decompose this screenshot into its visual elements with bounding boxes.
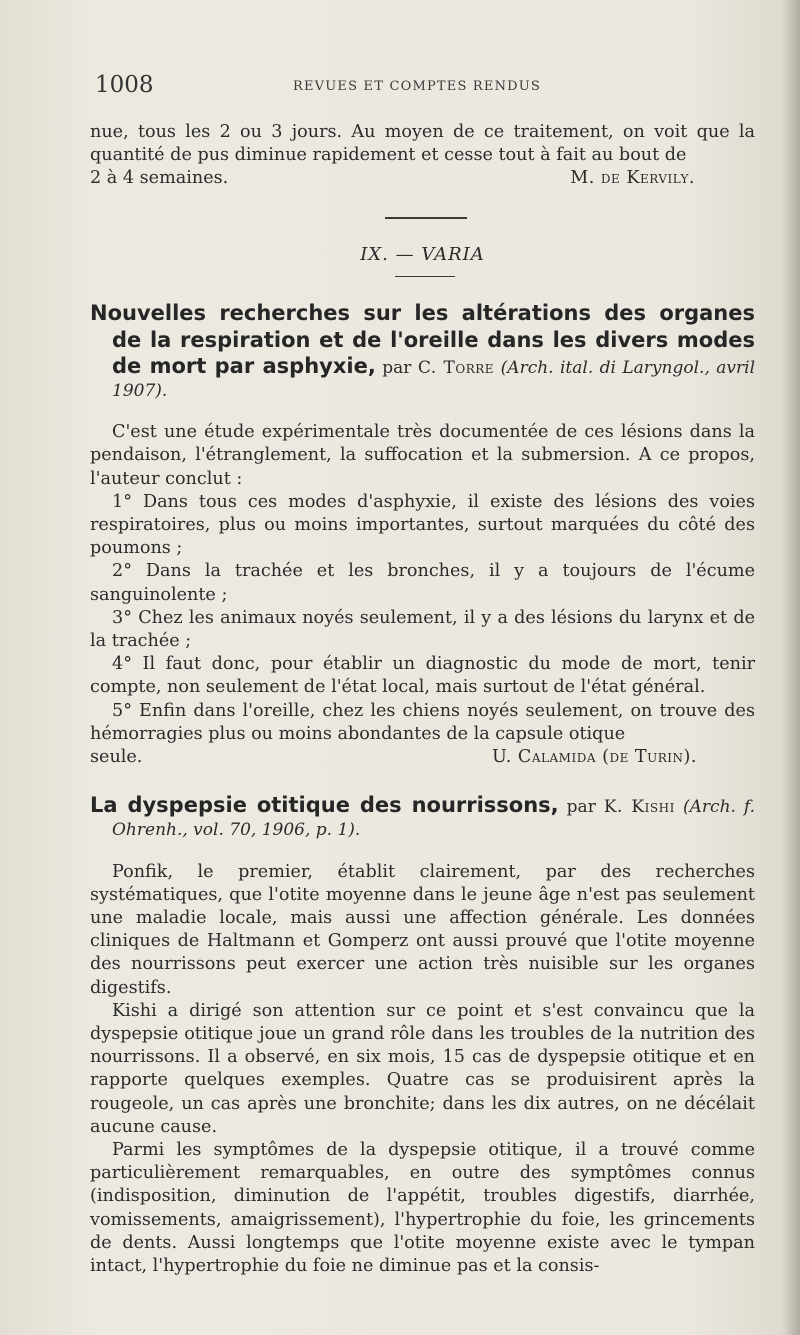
paragraph: Ponfik, le premier, établit clairement, par des recherches systématiques, que l'otite moyenne dans le jeune âge n'est pas seulement une maladie locale, mais aussi une affection générale. Les données cliniques de Haltmann et Gomperz ont aussi prouvé que l'otite moyenne des nourrissons peut exercer une action très nuisible sur les organes digestifs.	[90, 861, 755, 998]
article-closing-line	[90, 746, 755, 769]
paragraph: 2° Dans la trachée et les bronches, il y a toujours de l'écume sanguinolente ;	[90, 561, 755, 605]
paragraph: 3° Chez les animaux noyés seulement, il y a des lésions du larynx et de la trachée ;	[90, 607, 755, 651]
byline-prefix: par	[558, 797, 604, 818]
intro-text: nue, tous les 2 ou 3 jours. Au moyen de ce traitement, on voit que la quantité de pus diminue rapidement et cesse tout à fait au bout de	[90, 122, 755, 166]
article-title: Nouvelles recherches sur les altérations des organes de la respiration et de l'oreille dans les divers modes de mort par asphyxie,	[90, 301, 755, 378]
paragraph: Parmi les symptômes de la dyspepsie otitique, il a trouvé comme particulièrement remarquables, en outre des symptômes connus (indisposition, diminution de l'appétit, troubles digestifs, diarrhée, vomissements, amaigrissement), l'hypertrophie du foie, les grincements de dents. Aussi longtemps que l'otite moyenne existe avec le tympan intact, l'hypertrophie du foie ne diminue pas et la consis-	[90, 1140, 755, 1277]
page-number: 1008	[95, 72, 154, 98]
page-header	[95, 72, 755, 102]
article-heading	[90, 793, 755, 842]
article-source: (Arch. ital. di Laryngol., avril 1907).	[112, 357, 756, 401]
article-source: (Arch. f. Ohrenh., vol. 70, 1906, p. 1).	[112, 797, 756, 841]
paragraph: 5° Enfin dans l'oreille, chez les chiens noyés seulement, on trouve des hémorragies plus ou moins abondantes de la capsule otique	[90, 700, 755, 744]
article-title: La dyspepsie otitique des nourrissons,	[90, 793, 559, 818]
article-author: C. Torre	[417, 357, 495, 378]
section-underline	[395, 276, 455, 278]
intro-last-line: 2 à 4 semaines.	[90, 168, 229, 189]
section-title: IX. — VARIA	[360, 243, 485, 265]
byline-prefix: par	[375, 357, 418, 378]
running-title: REVUES ET COMPTES RENDUS	[293, 79, 542, 94]
paragraph: 1° Dans tous ces modes d'asphyxie, il existe des lésions des voies respiratoires, plus ou moins importantes, surtout marquées du côté des poumons ;	[90, 491, 755, 559]
section-divider	[385, 217, 467, 219]
page-body	[90, 121, 755, 1278]
article-author: K. Kishi	[603, 797, 675, 818]
paragraph: C'est une étude expérimentale très documentée de ces lésions dans la pendaison, l'étranglement, la suffocation et la submersion. A ce propos, l'auteur conclut :	[90, 422, 755, 489]
last-line: seule.	[90, 746, 143, 767]
article-asphyxie	[90, 301, 755, 769]
article-dyspepsie	[90, 793, 755, 1278]
article-signature: U. Calamida (de Turin).	[492, 746, 697, 767]
article-heading	[90, 301, 755, 403]
intro-closing-line	[90, 167, 755, 190]
paragraph: Kishi a dirigé son attention sur ce point et s'est convaincu que la dyspepsie otitique joue un grand rôle dans les troubles de la nutrition des nourrissons. Il a observé, en six mois, 15 cas de dyspepsie otitique et en rapporte quelques exemples. Quatre cas se produisirent après la rougeole, un cas après une bronchite; dans les dix autres, on ne décélait aucune cause.	[90, 1000, 755, 1137]
paragraph: 4° Il faut donc, pour établir un diagnostic du mode de mort, tenir compte, non seulement de l'état local, mais surtout de l'état général.	[90, 654, 755, 698]
intro-signature: M. de Kervily.	[570, 168, 695, 189]
